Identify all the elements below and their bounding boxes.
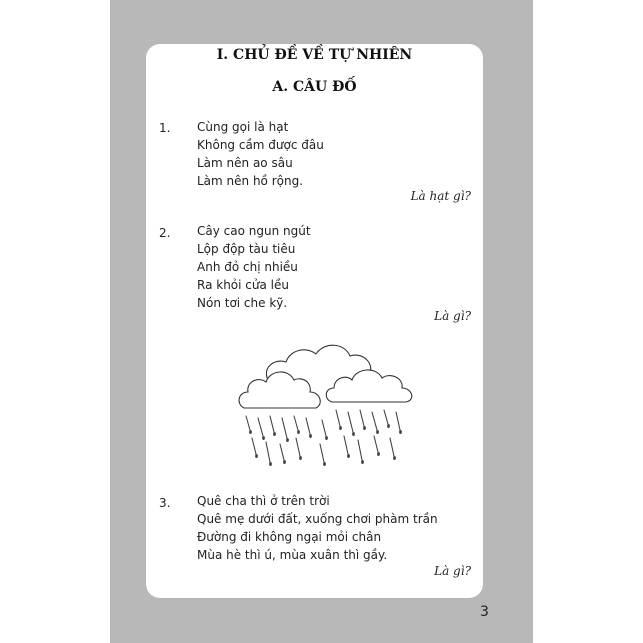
riddle-number: 1.: [159, 121, 171, 135]
riddle-line: Cây cao ngun ngút: [197, 224, 311, 238]
riddle-line: Ra khỏi cửa lều: [197, 278, 289, 292]
rain-cloud-icon: [236, 338, 422, 474]
riddle-line: Cùng gọi là hạt: [197, 120, 289, 134]
riddle-line: Nón tơi che kỹ.: [197, 296, 288, 310]
riddle-number: 2.: [159, 226, 171, 240]
riddle-line: Mùa hè thì ú, mùa xuân thì gầy.: [197, 548, 388, 562]
riddle-line: Đường đi không ngại mỏi chân: [197, 530, 382, 544]
riddle-text: [197, 118, 324, 190]
riddle-line: Quê cha thì ở trên trời: [197, 494, 330, 508]
riddle-line: Làm nên ao sâu: [197, 156, 293, 170]
riddle-answer-prompt: Là gì?: [434, 309, 471, 323]
riddle-line: Làm nên hồ rộng.: [197, 174, 304, 188]
riddle-answer-prompt: Là gì?: [434, 564, 471, 578]
riddle-line: Lộp độp tàu tiêu: [197, 242, 296, 256]
riddle-line: Anh đỏ chị nhiều: [197, 260, 298, 274]
riddle-text: [197, 222, 311, 312]
riddle-number: 3.: [159, 496, 171, 510]
page-number: 3: [480, 604, 489, 620]
subsection-title: A. CÂU ĐỐ: [272, 79, 357, 95]
riddle-answer-prompt: Là hạt gì?: [410, 189, 471, 203]
riddle-text: [197, 492, 438, 564]
riddle-line: Không cầm được đâu: [197, 138, 324, 152]
riddle-line: Quê mẹ dưới đất, xuống chơi phàm trần: [197, 512, 438, 526]
section-title: I. CHỦ ĐỀ VỀ TỰ NHIÊN: [216, 47, 413, 63]
